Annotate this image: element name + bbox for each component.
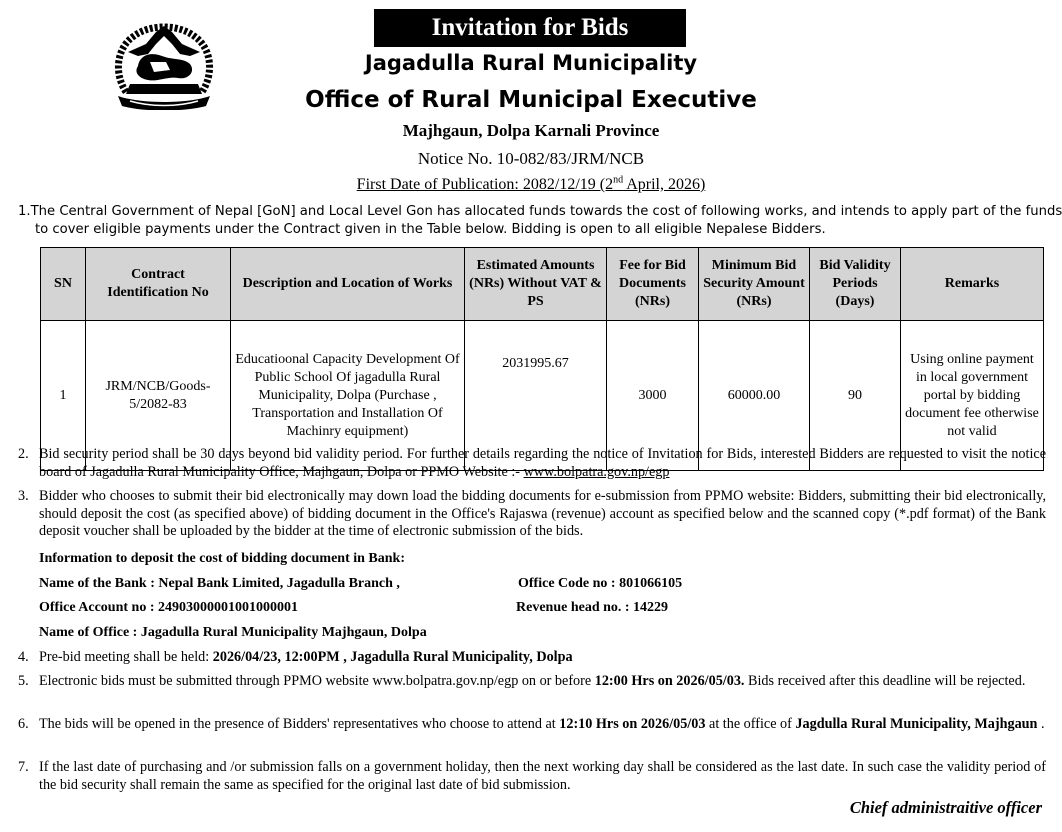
table-header-row [41,248,1044,321]
cell-estimated-amount: 2031995.67 [465,321,607,471]
paragraph-1-number: 1. [18,204,31,219]
office-name: Office of Rural Municipal Executive [305,87,757,113]
clause-6-text-c: . [1037,716,1045,732]
clause-4 [18,649,1046,667]
header-validity: Bid Validity Periods (Days) [810,248,901,321]
bank-heading: Information to deposit the cost of bidding document in Bank: [39,551,405,566]
header-estimated-amount: Estimated Amounts (NRs) Without VAT & PS [465,248,607,321]
clause-6-bold-b: Jagdulla Rural Municipality, Majhgaun [795,716,1038,732]
clause-7 [18,759,1046,794]
office-address: Majhgaun, Dolpa Karnali Province [402,121,660,140]
bolpatra-link[interactable]: www.bolpatra.gov.np/egp [523,463,670,480]
cell-contract-id: JRM/NCB/Goods-5/2082-83 [86,321,231,471]
clause-4-text: Pre-bid meeting shall be held: [39,649,213,665]
bank-name: Name of the Bank : Nepal Bank Limited, Jagadulla Branch , [39,576,400,591]
clause-4-bold: 2026/04/23, 12:00PM , Jagadulla Rural Municipality, Dolpa [212,649,573,665]
clause-6-number: 6. [18,716,29,732]
header-description: Description and Location of Works [231,248,465,321]
clause-3 [18,488,1046,541]
paragraph-1-text: The Central Government of Nepal [GoN] and Local Level Gon has allocated funds towards the cost of following works, and intends to apply part of the funds to cover eligible payments under the Contract given in the Table below. Bidding is open to all eligible Nepalese Bidders. [30,204,1062,237]
clause-5-number: 5. [18,673,29,689]
clause-7-text: If the last date of purchasing and /or submission falls on a government holiday, then the next working day shall be considered as the last date. In such case the validity period of the bid security shall remain the same as specified for the original last date of bid submission. [39,759,1046,793]
office-account: Office Account no : 24903000001001000001 [39,600,298,615]
clause-2 [18,446,1046,481]
header-bid-security: Minimum Bid Security Amount (NRs) [699,248,810,321]
bids-table [40,247,1044,471]
clause-6-text-a: The bids will be opened in the presence of Bidders' representatives who choose to attend at [39,716,560,732]
cell-remarks: Using online payment in local government portal by bidding document fee otherwise not valid [901,321,1044,471]
publication-date-sup: nd [613,174,624,186]
clause-5-text-a: Electronic bids must be submitted through PPMO website www.bolpatra.gov.np/egp on or before [39,673,595,689]
clause-4-number: 4. [18,649,29,665]
office-code: Office Code no : 801066105 [518,576,683,591]
notice-number: Notice No. 10-082/83/JRM/NCB [417,149,645,168]
cell-description: Educatioonal Capacity Development Of Public School Of jagadulla Rural Municipality, Dolpa (Purchase , Transportation and Installation Of Machinry equipment) [231,321,465,471]
publication-date-prefix: First Date of Publication: 2082/12/19 (2 [356,176,614,193]
paragraph-1 [18,203,1062,239]
header-contract-id: Contract Identification No [86,248,231,321]
clause-6-text-b: at the office of [705,716,796,732]
clause-3-number: 3. [18,488,29,504]
clause-6 [18,716,1046,734]
municipality-name: Jagadulla Rural Municipality [364,51,698,75]
invitation-title: Invitation for Bids [374,9,686,47]
clause-2-text: Bid security period shall be 30 days beyond bid validity period. For further details regarding the notice of Invitation for Bids, interested Bidders are requested to visit the notice board of Jagadulla Rural Municipality Office, Majhgaun, Dolpa or PPMO Website :- [39,446,1046,480]
header-sn: SN [41,248,86,321]
clause-3-text: Bidder who chooses to submit their bid electronically may down load the bidding documents for e-submission from PPMO website: Bidders, submitting their bid electronically, should deposit the cost (as specified above) of bidding document in the Office's Rajaswa (revenue) account as specified below and the scanned copy (*.pdf format) of the Bank deposit voucher shall be uploaded by the bidder at the time of electronic submission of the bids. [39,488,1046,539]
cell-sn: 1 [41,321,86,471]
office-name-bank: Name of Office : Jagadulla Rural Municipality Majhgaun, Dolpa [39,625,427,640]
cell-validity: 90 [810,321,901,471]
revenue-head: Revenue head no. : 14229 [516,600,669,615]
clause-5-bold: 12:00 Hrs on 2026/05/03. [594,673,745,689]
clause-2-number: 2. [18,446,29,462]
cell-fee: 3000 [607,321,699,471]
clause-7-number: 7. [18,759,29,775]
cell-bid-security: 60000.00 [699,321,810,471]
publication-date [0,176,1062,194]
header-fee: Fee for Bid Documents (NRs) [607,248,699,321]
header-remarks: Remarks [901,248,1044,321]
clause-5 [18,673,1046,691]
clause-5-text-b: Bids received after this deadline will be rejected. [744,673,1026,689]
signoff-title: Chief administraitive officer [849,798,1042,817]
clause-6-bold-a: 12:10 Hrs on 2026/05/03 [559,716,706,732]
publication-date-suffix: April, 2026) [623,176,706,193]
